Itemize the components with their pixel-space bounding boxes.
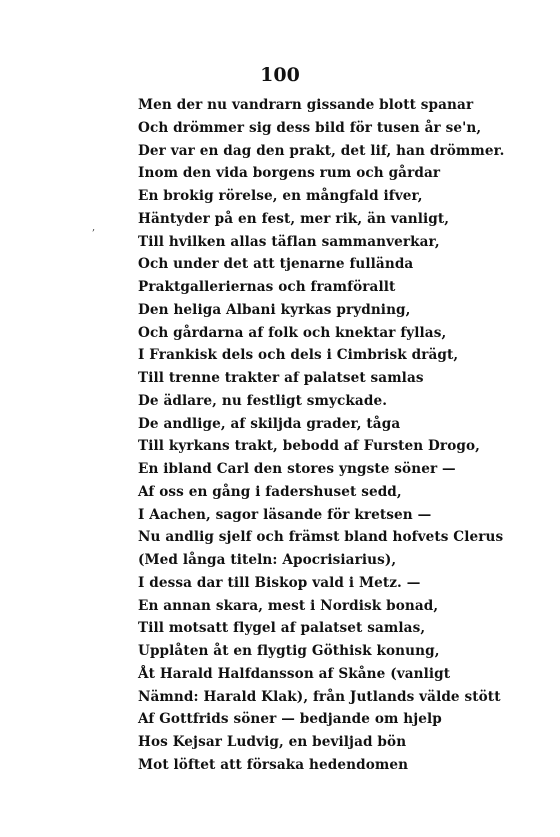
poem-line: Och drömmer sig dess bild för tusen år se'n, xyxy=(138,119,482,136)
poem-line: Af oss en gång i fadershuset sedd, xyxy=(138,483,402,500)
poem-line: En brokig rörelse, en mångfald ifver, xyxy=(138,188,423,204)
poem-line: Mot löftet att försaka hedendomen xyxy=(138,756,409,773)
poem-line: Till hvilken allas täflan sammanverkar, xyxy=(138,233,440,250)
poem-line: Men der nu vandrarn gissande blott spanar xyxy=(138,97,474,113)
poem-line: Den heliga Albani kyrkas prydning, xyxy=(138,301,411,318)
poem-line: De andlige, af skiljda grader, tåga xyxy=(138,415,401,432)
poem-line: En annan skara, mest i Nordisk bonad, xyxy=(138,597,439,614)
poem-line: Nu andlig sjelf och främst bland hofvets Clerus xyxy=(138,529,504,546)
page-number: 100 xyxy=(260,64,300,86)
poem-line: I dessa dar till Biskop vald i Metz. — xyxy=(138,574,421,591)
poem-line: Till kyrkans trakt, bebodd af Fursten Drogo, xyxy=(138,438,480,455)
poem-line: (Med långa titeln: Apocrisiarius), xyxy=(138,552,397,568)
poem-line: I Frankisk dels och dels i Cimbrisk drägt, xyxy=(138,347,459,364)
poem-line: Hos Kejsar Ludvig, en beviljad bön xyxy=(138,734,407,750)
poem-line: Nämnd: Harald Klak), från Jutlands välde stött xyxy=(138,688,501,705)
poem-line: Till motsatt flygel af palatset samlas, xyxy=(138,620,426,637)
poem-line: Inom den vida borgens rum och gårdar xyxy=(138,165,441,182)
poem-line: De ädlare, nu festligt smyckade. xyxy=(138,392,388,409)
poem-line: Häntyder på en fest, mer rik, än vanligt, xyxy=(138,210,450,227)
poem-line: Och gårdarna af folk och knektar fyllas, xyxy=(138,324,447,341)
poem-line: Och under det att tjenarne fulländа xyxy=(138,256,414,273)
poem-line: I Aachen, sagor läsande för kretsen — xyxy=(138,506,432,523)
poem-line: Till trenne trakter af palatset samlas xyxy=(138,370,424,386)
poem-line: Af Gottfrids söner — bedjande om hjelp xyxy=(138,711,442,728)
poem-line: Upplåten åt en flygtig Göthisk konung, xyxy=(138,643,440,659)
poem-text xyxy=(138,94,538,777)
poem-line: Åt Harald Halfdansson af Skåne (vanligt xyxy=(138,665,451,682)
poem-line: En ibland Carl den stores yngste söner — xyxy=(138,461,456,477)
ink-mark: , xyxy=(92,222,96,233)
poem-line: Der var en dag den prakt, det lif, han drömmer. xyxy=(138,142,505,159)
poem-line: Praktgalleriernas och framförallt xyxy=(138,279,396,295)
